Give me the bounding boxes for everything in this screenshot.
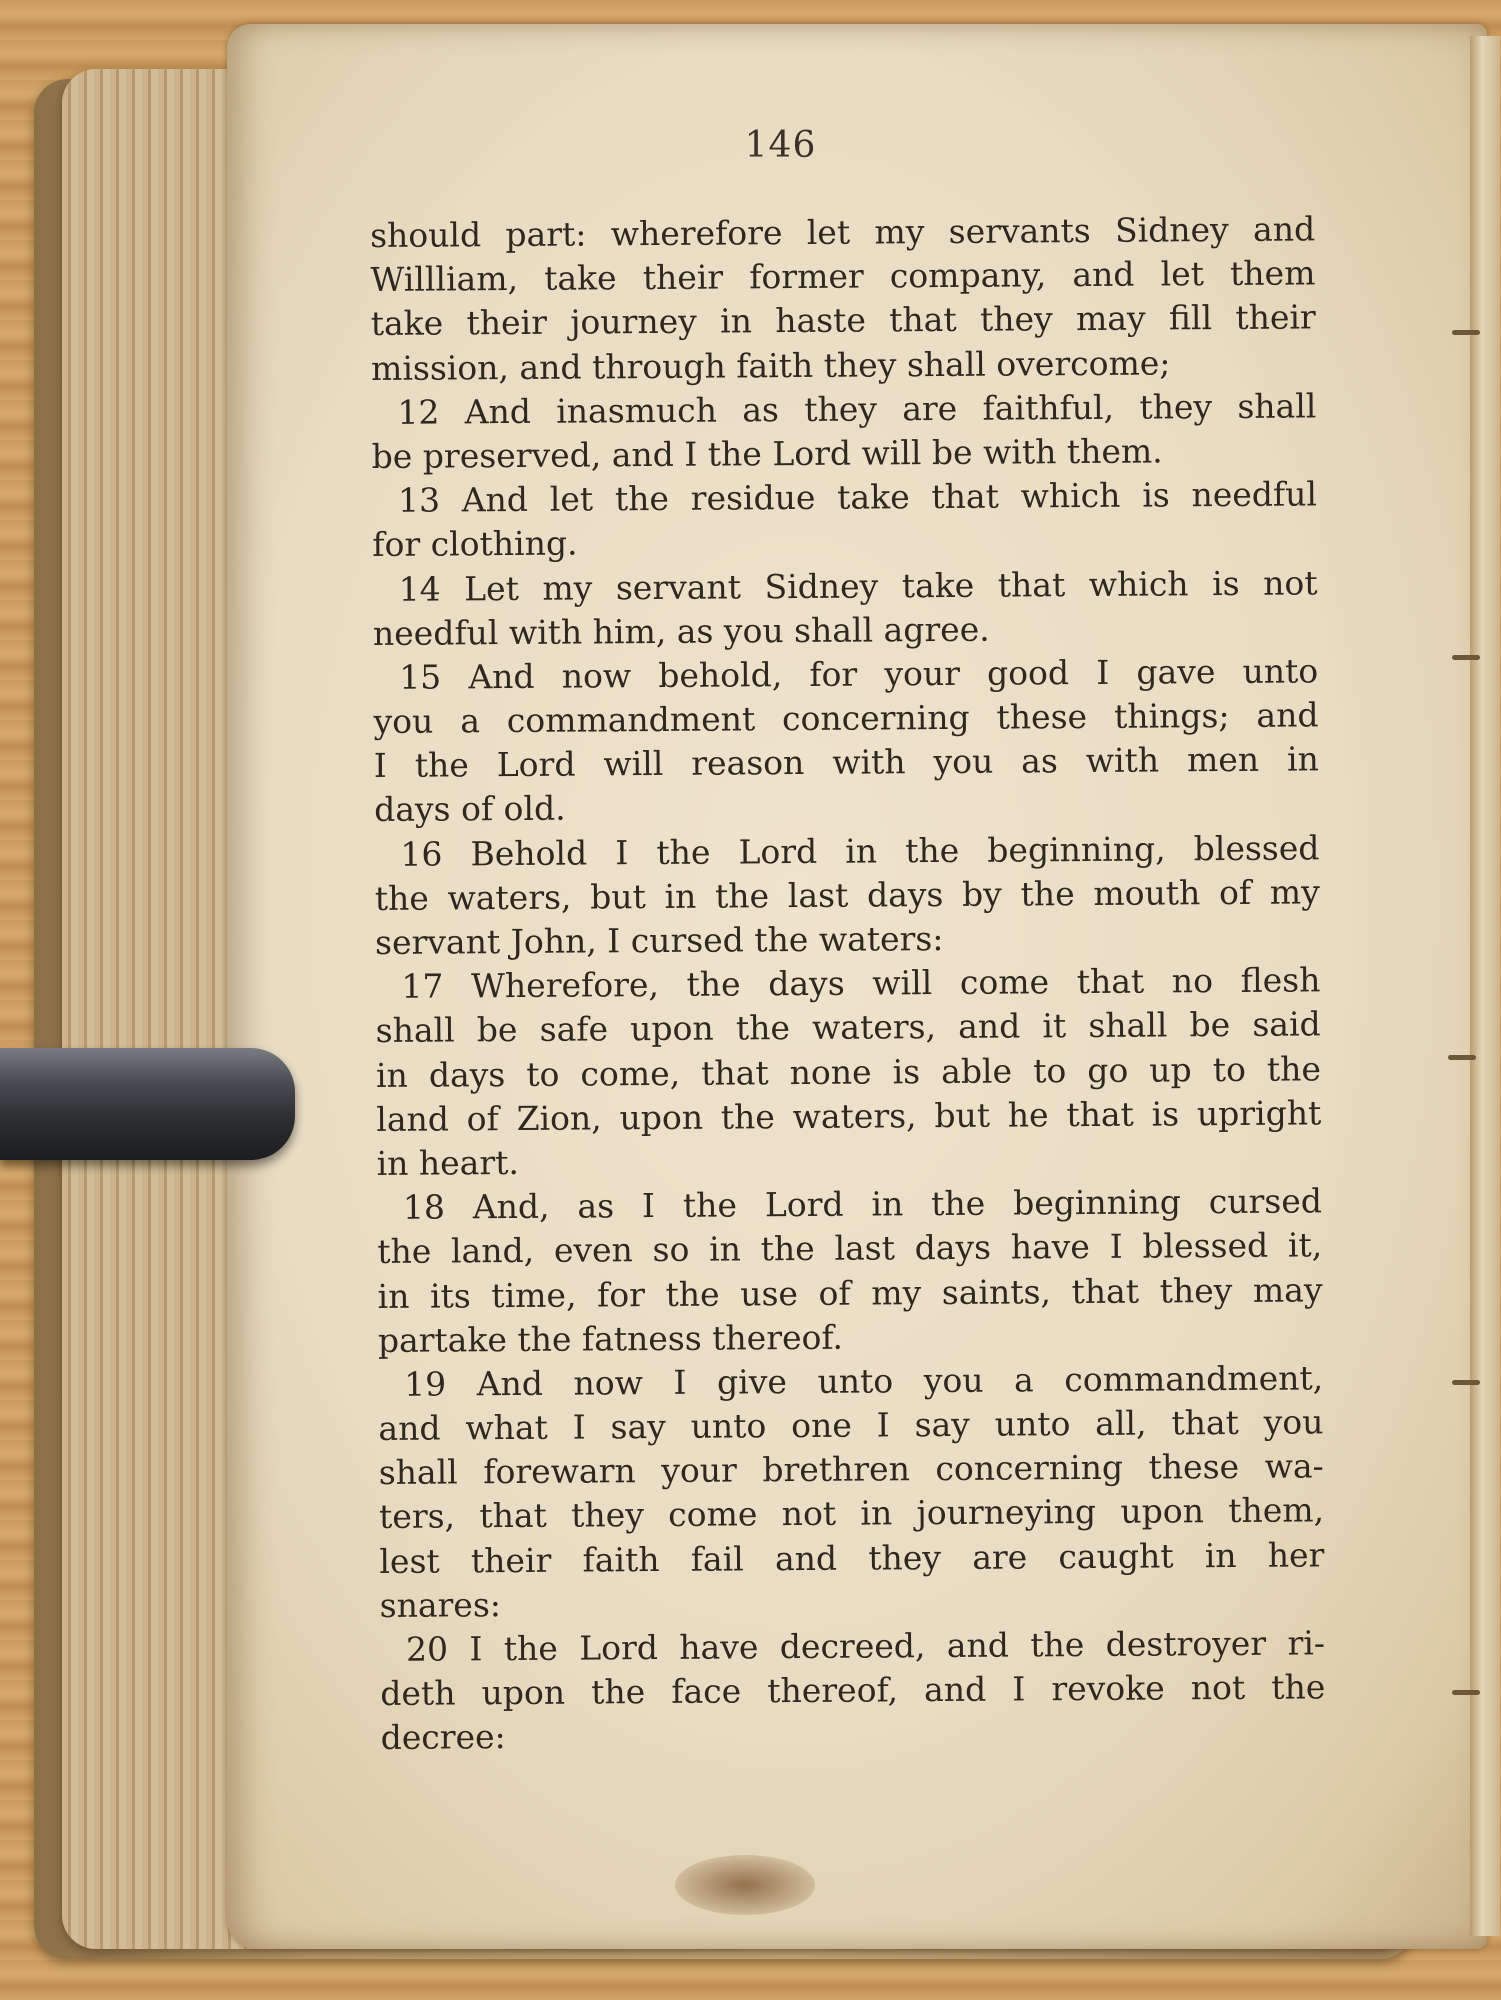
text-line: in its time, for the use of my saints, that they may <box>377 1269 1323 1316</box>
text-line: the waters, but in the last days by the mouth of my <box>374 872 1320 918</box>
verse-line: 13 And let the residue take that which is needful <box>397 474 1318 520</box>
text-line: lest their faith fail and they are caught in her <box>379 1534 1325 1581</box>
verse-line: 15 And now behold, for your good I gave unto <box>399 651 1319 697</box>
text-line: servant John, I cursed the waters: <box>374 919 944 962</box>
text-line: partake the fatness thereof. <box>377 1317 844 1360</box>
verse-line: 18 And, as I the Lord in the beginning cursed <box>402 1181 1323 1227</box>
page-text <box>370 207 1326 1760</box>
text-line: deth upon the face thereof, and I revoke not the <box>380 1667 1326 1714</box>
binding-stitch <box>1448 1055 1476 1060</box>
text-line: days of old. <box>374 789 566 830</box>
text-line: needful with him, as you shall agree. <box>372 609 990 653</box>
text-line: I the Lord will reason with you as with men in <box>373 739 1319 786</box>
verse-line: 12 And inasmuch as they are faithful, they shall <box>397 386 1317 432</box>
binding-stitch <box>1452 330 1480 335</box>
verse-line: 19 And now I give unto you a commandment, <box>404 1358 1324 1404</box>
text-line: land of Zion, upon the waters, but he that is upright <box>376 1093 1322 1139</box>
text-line: ters, that they come not in journeying upon them, <box>378 1490 1325 1537</box>
text-line: Willliam, take their former company, and let them <box>370 253 1316 300</box>
binding-stitch <box>1452 1690 1480 1695</box>
verse-line: 17 Wherefore, the days will come that no flesh <box>401 960 1321 1006</box>
verse-line: 14 Let my servant Sidney take that which is not <box>398 562 1318 609</box>
text-line: shall be safe upon the waters, and it shall be said <box>375 1004 1321 1051</box>
verse-line: 16 Behold I the Lord in the beginning, blessed <box>400 828 1320 874</box>
text-line: mission, and through faith they shall overcome; <box>370 342 1171 388</box>
text-line: in days to come, that none is able to go up to the <box>375 1048 1322 1095</box>
text-line: for clothing. <box>372 523 578 565</box>
text-line: the land, even so in the last days have I blessed it, <box>377 1225 1323 1272</box>
text-line: should part: wherefore let my servants Sidney and <box>370 209 1316 255</box>
page-number: 146 <box>744 125 817 166</box>
text-line: shall forewarn your brethren concerning these wa- <box>378 1446 1324 1493</box>
text-line: in heart. <box>376 1142 520 1183</box>
text-line: take their journey in haste that they may fill their <box>370 297 1316 344</box>
page-stain <box>675 1855 815 1915</box>
text-line: and what I say unto one I say unto all, that you <box>378 1402 1324 1449</box>
text-line: you a commandment concerning these things; and <box>373 695 1319 742</box>
binding-stitch <box>1452 655 1480 660</box>
text-line: be preserved, and I the Lord will be with them. <box>371 431 1163 476</box>
text-line: snares: <box>379 1584 502 1625</box>
binding-stitch <box>1452 1380 1480 1385</box>
text-line: decree: <box>380 1717 506 1758</box>
binding-gutter <box>1470 36 1500 1936</box>
page-holder-blade <box>0 1048 295 1160</box>
verse-line: 20 I the Lord have decreed, and the destroyer ri- <box>405 1623 1326 1669</box>
